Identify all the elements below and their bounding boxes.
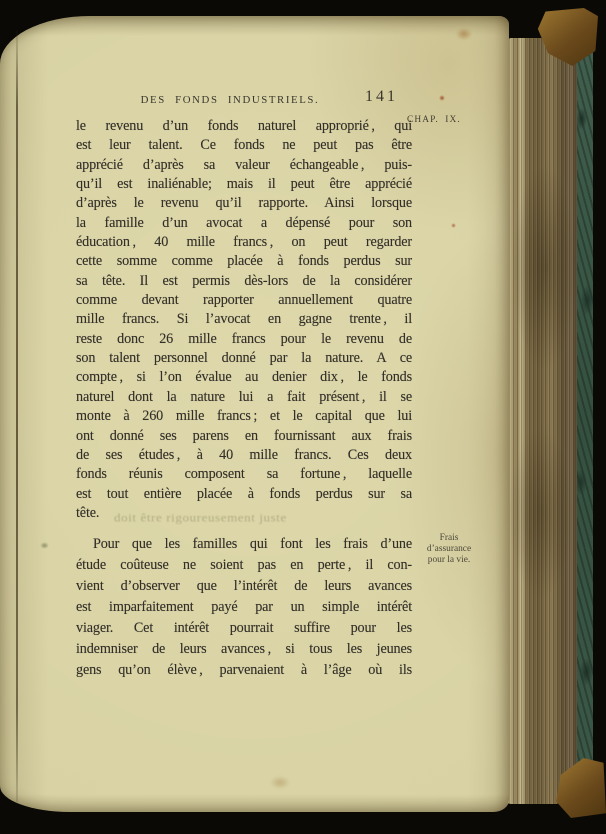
text-line: son talent personnel donné par la nature. A ce bbox=[76, 350, 412, 367]
text-line: mille francs. Si l’avocat en gagne trente , il bbox=[76, 311, 412, 328]
foxing-spot bbox=[40, 542, 49, 549]
bleed-through-text: doit être rigoureusement juste bbox=[114, 510, 287, 525]
body-text bbox=[76, 117, 412, 681]
text-line: est leur talent. Ce fonds ne peut pas être bbox=[76, 137, 412, 154]
text-line: éducation , 40 mille francs , on peut regarder bbox=[76, 234, 412, 251]
text-line: Pour que les familles qui font les frais d’une bbox=[93, 536, 412, 553]
margin-note-line: d’assurance bbox=[426, 544, 472, 554]
text-line: de ses études , à 40 mille francs. Ces deux bbox=[76, 446, 412, 463]
foxing-spot bbox=[456, 28, 472, 40]
text-line: la famille d’un avocat a dépensé pour son bbox=[76, 214, 412, 231]
text-line: sa tête. Il est permis dès-lors de la considérer bbox=[76, 272, 412, 289]
text-line: qu’il est inaliénable; mais il peut être apprécié bbox=[76, 176, 412, 193]
foxing-spot bbox=[451, 223, 456, 228]
text-line: comme devant rapporter annuellement quatre bbox=[76, 292, 412, 309]
text-line: d’après le revenu qu’il rapporte. Ainsi lorsque bbox=[76, 195, 412, 212]
text-line: cette somme comme placée à fonds perdus sur bbox=[76, 253, 412, 270]
text-line: étude coûteuse ne soient pas en perte , il con- bbox=[76, 557, 412, 574]
paragraph bbox=[76, 534, 412, 681]
text-line: indemniser de leurs avances , si tous les jeunes bbox=[76, 641, 412, 658]
foxing-spot bbox=[439, 95, 445, 101]
text-line: monte à 260 mille francs ; et le capital que lui bbox=[76, 408, 412, 425]
margin-note-insurance bbox=[408, 533, 490, 566]
text-line: est imparfaitement payé par un simple intérêt bbox=[76, 599, 412, 616]
paragraph bbox=[76, 117, 412, 523]
foxing-spot bbox=[270, 776, 290, 789]
text-line: gens qu’on élève , parvenaient à l’âge où ils bbox=[76, 662, 412, 679]
text-line: compte , si l’on évalue au denier dix , le fonds bbox=[76, 369, 412, 386]
text-line: est tout entière placée à fonds perdus sur sa bbox=[76, 485, 412, 502]
margin-note-line: Frais bbox=[439, 533, 459, 543]
gutter-crease bbox=[16, 30, 18, 802]
text-line: le revenu d’un fonds naturel approprié , qui bbox=[76, 118, 412, 134]
book-page bbox=[0, 16, 509, 812]
text-line: tête. bbox=[76, 504, 100, 521]
text-line: ont donné ses parens en fournissant aux frais bbox=[76, 427, 412, 444]
chapter-marginal: CHAP. IX. bbox=[407, 115, 461, 125]
text-line: reste donc 26 mille francs pour le revenu de bbox=[76, 330, 412, 347]
running-header: DES FONDS INDUSTRIELS. bbox=[140, 94, 320, 106]
text-line: fonds réunis composent sa fortune , laquelle bbox=[76, 466, 412, 483]
text-line: naturel dont la nature lui a fait présent , il se bbox=[76, 388, 412, 405]
margin-note-line: pour la vie. bbox=[427, 555, 471, 565]
page-number: 141 bbox=[365, 88, 398, 105]
book-fore-edge-pages bbox=[505, 38, 577, 804]
text-line: apprécié d’après sa valeur échangeable , puis- bbox=[76, 156, 412, 173]
text-line: vient d’observer que l’intérêt de leurs avances bbox=[76, 578, 412, 595]
text-line: viager. Cet intérêt pourrait suffire pour les bbox=[76, 620, 412, 637]
